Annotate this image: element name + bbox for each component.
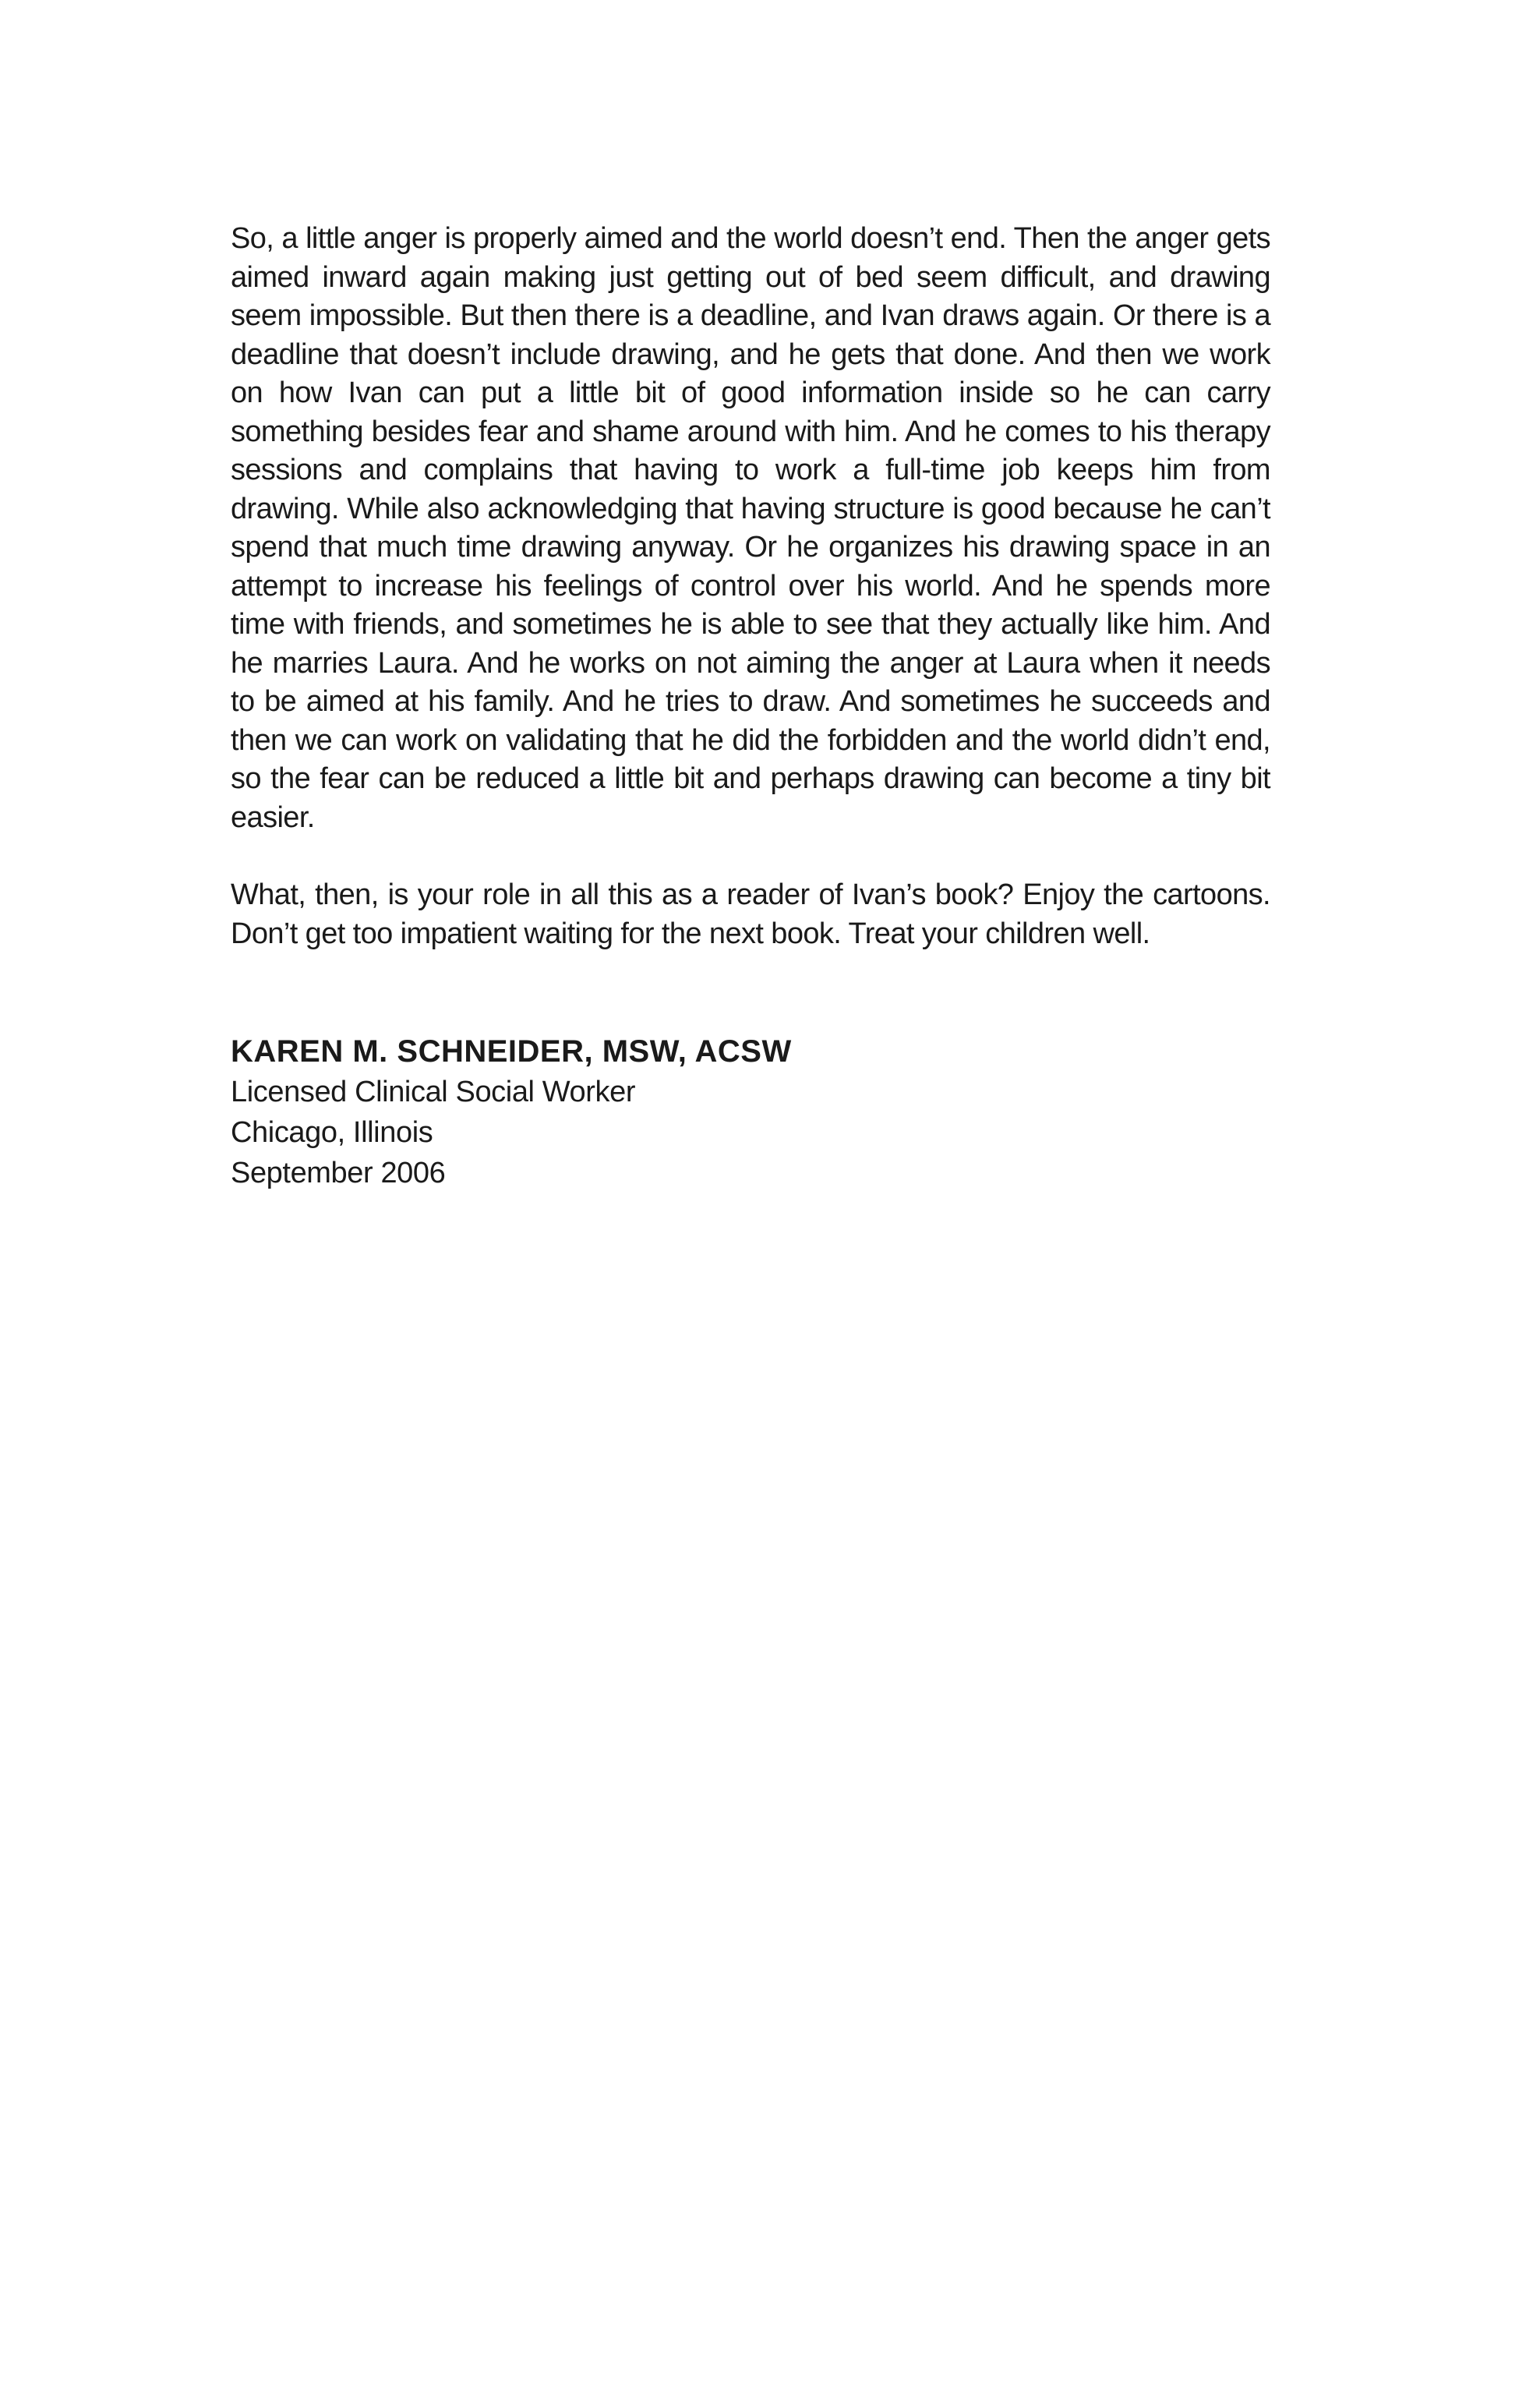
body-paragraph-2: What, then, is your role in all this as a reader of Ivan’s book? Enjoy the cartoons. Don’t get too impatient waiting for the next book. Treat your children well.	[231, 878, 1270, 950]
author-title: Licensed Clinical Social Worker	[231, 1076, 636, 1108]
body-paragraph-1: So, a little anger is properly aimed and the world doesn’t end. Then the anger gets aimed inward again making just getting out of bed seem difficult, and drawing seem impossible. But then there is a deadline, and Ivan draws again. Or there is a deadline that doesn’t include drawing, and he gets that done. And then we work on how Ivan can put a little bit of good information inside so he can carry something besides fear and shame around with him. And he comes to his therapy sessions and complains that having to work a full-time job keeps him from drawing. While also acknowledging that having structure is good because he can’t spend that much time drawing anyway. Or he organizes his drawing space in an attempt to increase his feelings of control over his world. And he spends more time with friends, and sometimes he is able to see that they actually like him. And he marries Laura. And he works on not aiming the anger at Laura when it needs to be aimed at his family. And he tries to draw. And sometimes he succeeds and then we can work on validating that he did the forbidden and the world didn’t end, so the fear can be reduced a little bit and perhaps drawing can become a tiny bit easier.	[231, 222, 1270, 834]
signature-date: September 2006	[231, 1157, 446, 1189]
author-name: KAREN M. SCHNEIDER, MSW, ACSW	[231, 1034, 792, 1069]
author-location: Chicago, Illinois	[231, 1116, 433, 1149]
page-content	[231, 220, 1270, 1193]
signature-block	[231, 1031, 1270, 1193]
